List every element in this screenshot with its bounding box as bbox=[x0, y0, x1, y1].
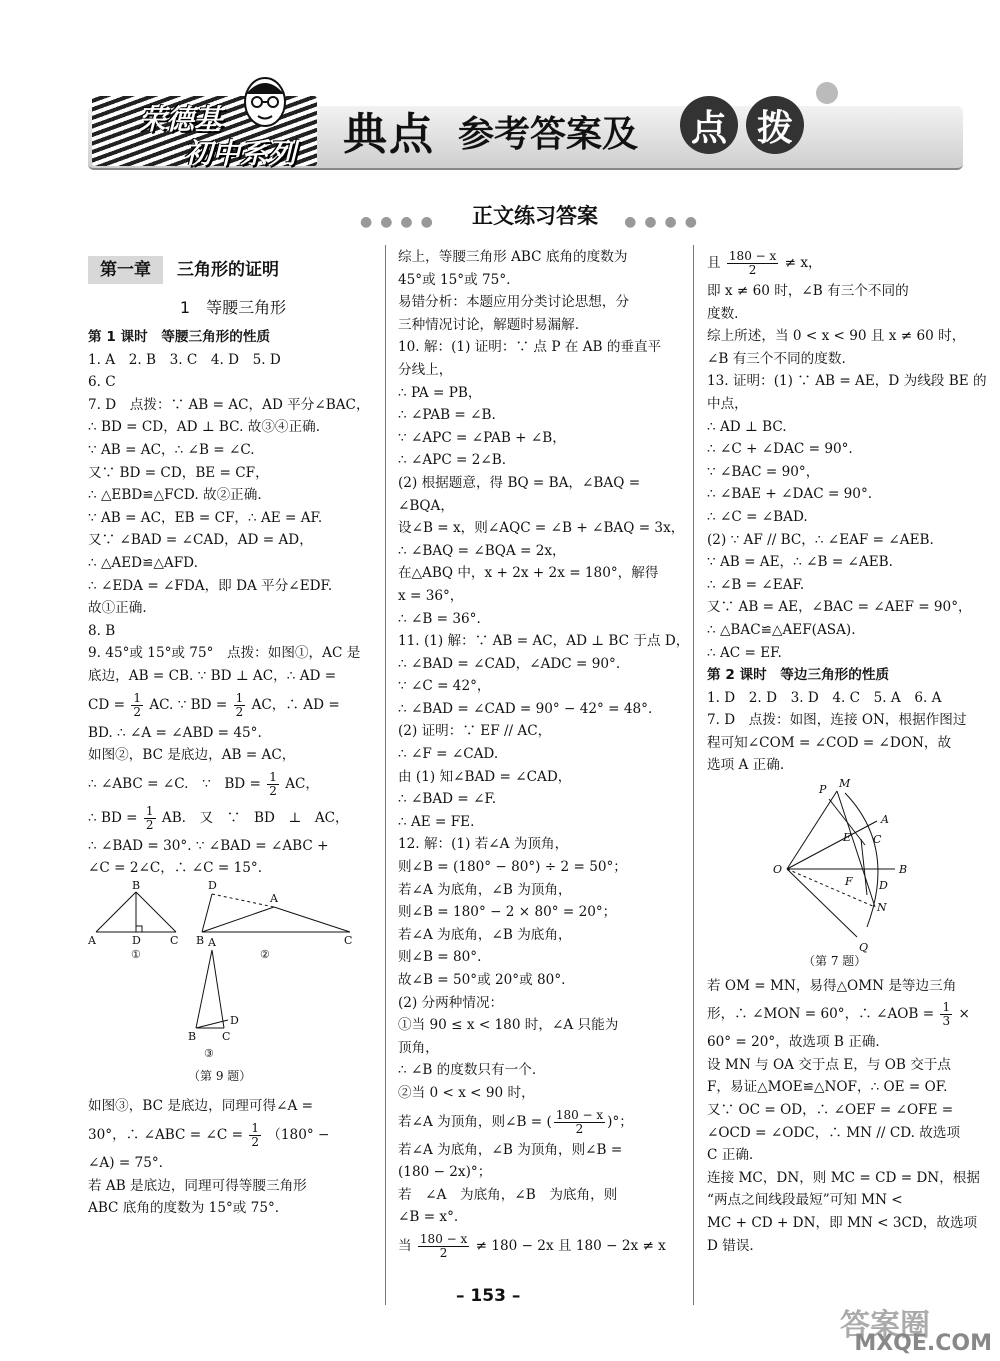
answer-line: ∴ ∠C = ∠BAD. bbox=[707, 508, 808, 525]
answer-line: ∠BQA， bbox=[398, 497, 454, 514]
answer-line bbox=[88, 801, 378, 835]
frac-den: 2 bbox=[251, 1135, 259, 1150]
answer-line: x = 36°， bbox=[398, 587, 464, 604]
answer-line: ∴ AE = FE. bbox=[398, 813, 475, 830]
answer-line: ∠OCD = ∠ODC，∴ MN // CD. 故选项 bbox=[707, 1124, 961, 1141]
frac-den: 2 bbox=[575, 1121, 584, 1136]
frac-num: 180 − x bbox=[419, 1231, 468, 1246]
answer-line: (2) ∵ AF // BC，∴ ∠EAF = ∠AEB. bbox=[707, 531, 934, 548]
answer-line: MC + CD + DN，即 MN < 3CD，故选项 bbox=[707, 1215, 978, 1231]
watermark-url: MXQE.COM bbox=[854, 1331, 992, 1356]
figure-3-isosceles bbox=[188, 933, 239, 1060]
answer-line bbox=[88, 1118, 378, 1152]
answer-line: “两点之间线段最短”可知 MN < bbox=[707, 1192, 903, 1209]
answer-line: ∴ ∠BAQ = ∠BQA = 2x， bbox=[398, 542, 566, 559]
answer-line: 故①正确. bbox=[88, 600, 147, 617]
answer-line: ∴ ∠BAE + ∠DAC = 90°. bbox=[707, 486, 873, 503]
page-number: – 153 – bbox=[456, 1286, 521, 1306]
answer-line: 由 (1) 知∠BAD = ∠CAD， bbox=[398, 768, 572, 785]
answer-line: ∴ PA = PB， bbox=[398, 384, 482, 401]
answer-line: 中点， bbox=[707, 395, 748, 412]
answer-line: (2) 根据题意，得 BQ = BA，∠BAQ = bbox=[398, 474, 641, 491]
answer-line: ∵ AB = AC，EB = CF，∴ AE = AF. bbox=[88, 509, 323, 526]
text: ≠ 180 − 2x 且 180 − 2x ≠ x bbox=[475, 1237, 666, 1254]
answer-line: 设 MN 与 OA 交于点 E，与 OB 交于点 bbox=[707, 1056, 952, 1073]
answer-line: ②当 0 < x < 90 时， bbox=[398, 1084, 535, 1101]
answer-line: 即 x ≠ 60 时，∠B 有三个不同的 bbox=[707, 283, 909, 299]
text: ∴ BD = bbox=[88, 809, 138, 826]
answer-line: 若∠A 为底角，∠B 为顶角， bbox=[398, 881, 572, 898]
point-label: B bbox=[899, 863, 908, 877]
watermark-logo bbox=[822, 1296, 998, 1358]
answer-line: 则∠B = (180° − 80°) ÷ 2 = 50°； bbox=[398, 859, 627, 876]
frac-num: 1 bbox=[235, 690, 244, 705]
fraction bbox=[554, 1109, 605, 1136]
answer-line: 又∵ BD = CD，BE = CF， bbox=[88, 464, 269, 481]
frac-den: 3 bbox=[942, 1014, 951, 1029]
answer-line bbox=[707, 997, 969, 1031]
answer-line: 度数. bbox=[707, 305, 739, 322]
figure-caption: （第 9 题） bbox=[188, 1068, 252, 1083]
frac-num: 180 − x bbox=[555, 1107, 604, 1122]
decor-dot-icon bbox=[816, 82, 838, 104]
fraction bbox=[234, 692, 246, 719]
frac-num: 1 bbox=[269, 769, 277, 784]
answer-line: ∴ ∠B = ∠EAF. bbox=[707, 576, 805, 593]
answer-line: ∴ ∠BAD = ∠F. bbox=[398, 791, 497, 808]
text: AC. ∵ BD = bbox=[149, 696, 228, 713]
point-label: C bbox=[873, 833, 882, 847]
answer-line: 在△ABQ 中，x + 2x + 2x = 180°，解得 bbox=[398, 565, 659, 582]
answer-line: 1. A 2. B 3. C 4. D 5. D bbox=[88, 351, 281, 368]
frac-den: 2 bbox=[269, 783, 277, 798]
point-label: P bbox=[819, 783, 827, 797]
fraction bbox=[940, 1001, 952, 1028]
answer-line: ∴ BD = CD，AD ⊥ BC. 故③④正确. bbox=[88, 419, 321, 436]
answer-line: 45°或 15°或 75°. bbox=[398, 271, 511, 288]
point-label: M bbox=[839, 777, 851, 791]
answer-line: 如图③，BC 是底边，同理可得∠A = bbox=[88, 1098, 314, 1115]
answer-line: ∴ ∠C + ∠DAC = 90°. bbox=[707, 441, 853, 458]
answer-line: 6. C bbox=[88, 374, 116, 391]
text: °； bbox=[612, 1113, 633, 1130]
answer-line: 则∠B = 180° − 2 × 80° = 20°； bbox=[398, 904, 617, 921]
answer-line: 又∵ ∠BAD = ∠CAD，AD = AD， bbox=[88, 532, 313, 549]
answer-line: 则∠B = 80°. bbox=[398, 949, 482, 966]
chapter-name: 三角形的证明 bbox=[177, 259, 279, 280]
answer-line: 综上，等腰三角形 ABC 底角的度数为 bbox=[398, 249, 628, 265]
column-2 bbox=[398, 246, 688, 1263]
answer-line bbox=[88, 688, 378, 722]
answer-line: ∠B = x°. bbox=[398, 1209, 459, 1226]
answer-line bbox=[398, 1229, 688, 1263]
figure-label: ① bbox=[131, 947, 141, 961]
answer-line: ∴ △BAC≌△AEF(ASA). bbox=[707, 621, 856, 638]
lesson-heading: 第 2 课时 等边三角形的性质 bbox=[707, 667, 890, 684]
point-label: D bbox=[879, 879, 888, 893]
svg-text:A: A bbox=[208, 935, 216, 949]
answer-line: 60° = 20°，故选项 B 正确. bbox=[707, 1034, 880, 1051]
fraction bbox=[131, 692, 143, 719]
fraction bbox=[267, 771, 279, 798]
answer-line: ∴ △AED≌△AFD. bbox=[88, 554, 198, 571]
answer-line: F，易证△MOE≌△NOF，∴ OE = OF. bbox=[707, 1079, 948, 1096]
answer-line: 程可知∠COM = ∠COD = ∠DON，故 bbox=[707, 734, 952, 751]
answer-line: ∵ ∠APC = ∠PAB + ∠B， bbox=[398, 429, 566, 446]
answer-line: 若∠A 为底角，∠B 为顶角，则∠B = bbox=[398, 1141, 623, 1158]
answer-line: 又∵ AB = AE，∠BAC = ∠AEF = 90°， bbox=[707, 599, 972, 616]
answer-line: 综上所述，当 0 < x < 90 且 x ≠ 60 时， bbox=[707, 328, 966, 345]
figure-1-isosceles bbox=[88, 880, 178, 961]
answer-line: 12. 解：(1) 若∠A 为顶角， bbox=[398, 836, 569, 853]
answer-line: 故∠B = 50°或 20°或 80°. bbox=[398, 972, 566, 988]
column-3 bbox=[707, 246, 987, 1257]
frac-num: 1 bbox=[145, 803, 154, 818]
column-divider bbox=[385, 245, 386, 1305]
section-title: 正文练习答案 bbox=[472, 204, 598, 228]
text: 当 bbox=[398, 1237, 412, 1254]
text: × bbox=[958, 1006, 970, 1023]
point-label: A bbox=[881, 813, 889, 827]
svg-text:A: A bbox=[270, 891, 278, 905]
figure-caption: （第 7 题） bbox=[803, 954, 867, 968]
dots-right-icon: ●●●● bbox=[624, 214, 705, 230]
answer-line: ∴ ∠EDA = ∠FDA，即 DA 平分∠EDF. bbox=[88, 577, 333, 594]
svg-text:D: D bbox=[132, 933, 141, 947]
dianbo-badge bbox=[680, 96, 830, 158]
fraction bbox=[249, 1122, 261, 1149]
answer-line: 易错分析：本题应用分类讨论思想，分 bbox=[398, 294, 630, 311]
text: ≠ x， bbox=[784, 255, 822, 271]
answer-line: 9. 45°或 15°或 75° 点拨：如图①，AC 是 bbox=[88, 645, 361, 662]
answer-line: 顶角， bbox=[398, 1039, 439, 1056]
answer-line: ∴ ∠BAD = ∠CAD = 90° − 42° = 48°. bbox=[398, 700, 653, 717]
answer-line bbox=[707, 246, 969, 280]
dian-circle: 点 bbox=[680, 96, 738, 154]
svg-text:C: C bbox=[222, 1029, 231, 1043]
text: 若∠A 为顶角，则∠B = bbox=[398, 1113, 543, 1130]
answer-line: ∴ △EBD≌△FCD. 故②正确. bbox=[88, 487, 262, 504]
answer-line: ∠C = 2∠C，∴ ∠C = 15°. bbox=[88, 860, 263, 877]
answer-line: ∴ ∠B = 36°. bbox=[398, 610, 481, 627]
answer-line: 若∠A 为底角，∠B 为底角， bbox=[398, 926, 572, 943]
answer-line: (2) 证明：∵ EF // AC， bbox=[398, 723, 552, 740]
answer-line: C 正确. bbox=[707, 1147, 754, 1164]
answer-line: 7. D 点拨：如图，连接 ON，根据作图过 bbox=[707, 712, 967, 729]
logo-line1: 荣德基 bbox=[138, 103, 223, 136]
svg-text:B: B bbox=[188, 1029, 197, 1043]
text: CD = bbox=[88, 696, 126, 713]
frac-den: 2 bbox=[439, 1245, 448, 1260]
text: 且 bbox=[707, 255, 721, 271]
answer-line: BD. ∴ ∠A = ∠ABD = 45°. bbox=[88, 724, 262, 741]
svg-text:B: B bbox=[132, 879, 141, 892]
text: ∴ ∠ABC = ∠C. ∵ BD = bbox=[88, 775, 261, 792]
answer-line: 底边，AB = CB. ∵ BD ⊥ AC，∴ AD = bbox=[88, 667, 337, 684]
svg-text:B: B bbox=[196, 933, 205, 947]
author-portrait-icon bbox=[238, 72, 292, 134]
svg-text:A: A bbox=[88, 933, 96, 947]
answer-line: 10. 解：(1) 证明：∵ 点 P 在 AB 的垂直平 bbox=[398, 339, 662, 356]
answer-line: D 错误. bbox=[707, 1237, 754, 1254]
answer-line: ∠B 有三个不同的度数. bbox=[707, 350, 846, 367]
watermark-cn: 答案圈 bbox=[840, 1308, 930, 1343]
figure-label: ② bbox=[260, 947, 270, 961]
answer-line bbox=[88, 767, 378, 801]
figure-7 bbox=[707, 777, 969, 967]
frac-den: 2 bbox=[133, 704, 141, 719]
frac-num: 1 bbox=[942, 1000, 951, 1015]
answer-line: 若 AB 是底边，同理可得等腰三角形 bbox=[88, 1177, 307, 1194]
fraction bbox=[144, 805, 156, 832]
answer-line: 三种情况讨论，解题时易漏解. bbox=[398, 316, 580, 333]
answer-line: ∴ AD ⊥ BC. bbox=[707, 418, 787, 435]
text: 形，∴ ∠MON = 60°，∴ ∠AOB = bbox=[707, 1006, 935, 1023]
logo-line2: 初中系列 bbox=[184, 137, 297, 170]
point-label: N bbox=[877, 901, 887, 915]
answer-line: ∵ ∠C = 42°， bbox=[398, 678, 491, 695]
answer-line: ∴ ∠APC = 2∠B. bbox=[398, 452, 507, 469]
header-title: 参考答案及 bbox=[458, 114, 639, 155]
frac-num: 1 bbox=[133, 690, 141, 705]
answer-line: ∴ AC = EF. bbox=[707, 644, 782, 661]
answer-line: ①当 90 ≤ x < 180 时，∠A 只能为 bbox=[398, 1017, 619, 1034]
answer-line: 分线上， bbox=[398, 361, 453, 378]
point-label: O bbox=[773, 863, 783, 877]
answer-line: ABC 底角的度数为 15°或 75°. bbox=[88, 1200, 280, 1217]
answer-line: 11. (1) 解：∵ AB = AC，AD ⊥ BC 于点 D， bbox=[398, 633, 690, 650]
text: AC，∴ AD = bbox=[251, 696, 340, 713]
answer-line: (2) 分两种情况： bbox=[398, 994, 504, 1011]
dots-left-icon: ●●●● bbox=[360, 214, 441, 230]
answer-line: ∴ ∠PAB = ∠B. bbox=[398, 407, 496, 424]
text: AB. 又 ∵ BD ⊥ AC， bbox=[161, 809, 349, 826]
frac-den: 2 bbox=[235, 704, 244, 719]
point-label: F bbox=[845, 875, 853, 889]
chapter-label: 第一章 bbox=[88, 256, 163, 285]
header-banner bbox=[88, 78, 963, 173]
section-subtitle: 1 等腰三角形 bbox=[179, 298, 287, 317]
answer-line: 若 OM = MN，易得△OMN 是等边三角 bbox=[707, 977, 957, 994]
answer-line: 选项 A 正确. bbox=[707, 757, 785, 774]
answer-line: 若 ∠A 为底角，∠B 为底角，则 bbox=[398, 1186, 618, 1203]
answer-line: 13. 证明：(1) ∵ AB = AE，D 为线段 BE 的 bbox=[707, 373, 987, 390]
column-divider bbox=[693, 245, 694, 1305]
text: （180° − bbox=[267, 1127, 330, 1144]
svg-text:D: D bbox=[230, 1013, 239, 1027]
frac-num: 1 bbox=[251, 1121, 259, 1136]
answer-line: 又∵ OC = OD，∴ ∠OEF = ∠OFE = bbox=[707, 1102, 954, 1119]
figure-2-isosceles bbox=[196, 880, 352, 961]
section-heading bbox=[360, 200, 705, 234]
point-label: E bbox=[843, 831, 852, 845]
answer-line: 8. B bbox=[88, 622, 116, 639]
answer-line: ∠A) = 75°. bbox=[88, 1155, 163, 1172]
frac-den: 2 bbox=[145, 817, 154, 832]
svg-text:C: C bbox=[344, 933, 353, 947]
fraction bbox=[727, 250, 778, 277]
figure-9 bbox=[88, 880, 378, 1088]
answer-line: ∴ ∠BAD = 30°. ∵ ∠BAD = ∠ABC + bbox=[88, 837, 329, 854]
brand-name: 典点 bbox=[343, 109, 435, 160]
text: 30°，∴ ∠ABC = ∠C = bbox=[88, 1127, 243, 1144]
frac-den: 2 bbox=[748, 263, 757, 277]
answer-line: (180 − 2x)°； bbox=[398, 1164, 492, 1181]
answer-line: ∴ ∠B 的度数只有一个. bbox=[398, 1062, 537, 1079]
answer-line: 如图②，BC 是底边，AB = AC， bbox=[88, 747, 296, 764]
figure-label: ③ bbox=[204, 1046, 214, 1060]
answer-line: 若∠A 为顶角，则∠B = ( $\frac{180 - x}{2}$ )°； bbox=[398, 1107, 633, 1136]
chapter-heading bbox=[88, 250, 378, 290]
svg-text:D: D bbox=[208, 879, 217, 892]
answer-line: ∵ ∠BAC = 90°， bbox=[707, 463, 820, 480]
answer-line: 1. D 2. D 3. D 4. C 5. A 6. A bbox=[707, 689, 942, 706]
svg-text:C: C bbox=[170, 933, 179, 947]
answer-line: 连接 MC，DN，则 MC = CD = DN，根据 bbox=[707, 1169, 980, 1186]
answer-line: 设∠B = x，则∠AQC = ∠B + ∠BAQ = 3x， bbox=[398, 520, 685, 537]
text: AC， bbox=[285, 775, 320, 792]
answer-line: ∵ AB = AC，∴ ∠B = ∠C. bbox=[88, 441, 255, 458]
answer-line: ∵ AB = AE，∴ ∠B = ∠AEB. bbox=[707, 554, 893, 571]
frac-num: 180 − x bbox=[728, 249, 777, 263]
answer-line: 7. D 点拨：∵ AB = AC，AD 平分∠BAC， bbox=[88, 396, 370, 413]
lesson-heading: 第 1 课时 等腰三角形的性质 bbox=[88, 329, 271, 345]
fraction bbox=[418, 1233, 469, 1260]
point-label: Q bbox=[859, 941, 869, 955]
answer-line: ∴ ∠BAD = ∠CAD，∠ADC = 90°. bbox=[398, 655, 621, 672]
bo-circle: 拨 bbox=[746, 96, 804, 154]
column-1 bbox=[88, 250, 378, 1220]
answer-line: ∴ ∠F = ∠CAD. bbox=[398, 746, 499, 763]
